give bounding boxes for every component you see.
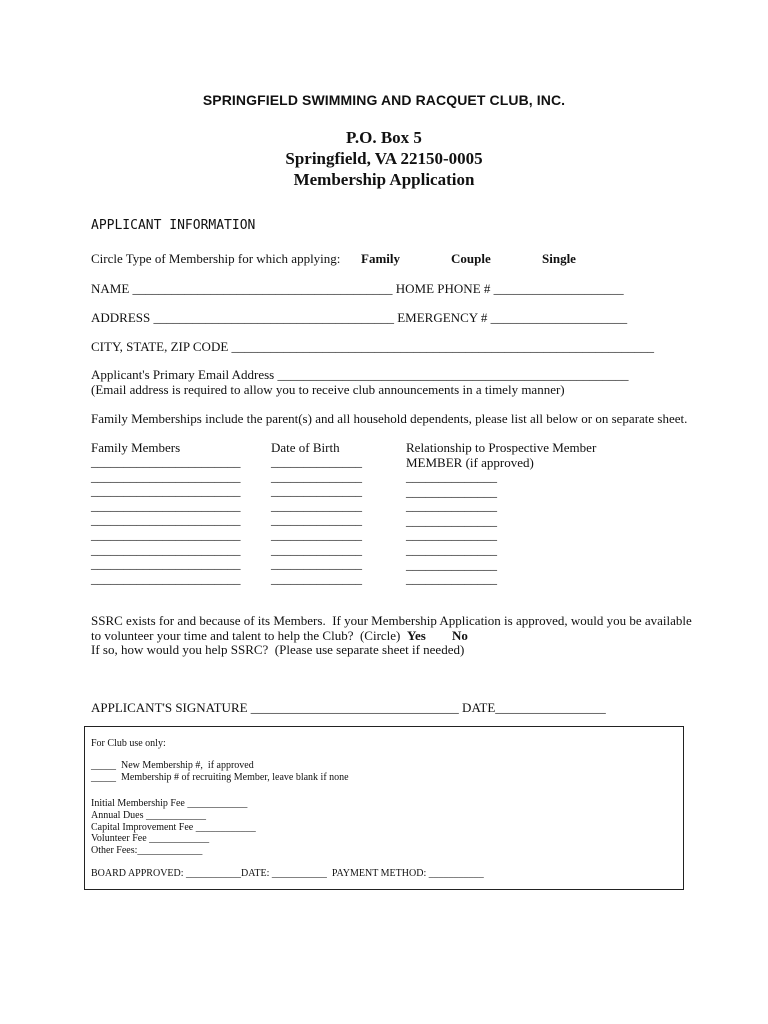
family-note: Family Memberships include the parent(s) and all household dependents, please list all below or on separate sheet.: [91, 411, 688, 426]
volunteer-no[interactable]: No: [452, 628, 468, 643]
date-of-birth-blank[interactable]: ______________: [271, 454, 362, 469]
date-of-birth-blank[interactable]: ______________: [271, 570, 362, 586]
family-member-blank[interactable]: _______________________: [91, 570, 241, 586]
recruiting-member-line[interactable]: _____ Membership # of recruiting Member, leave blank if none: [91, 772, 349, 783]
other-fees-line[interactable]: Other Fees:_____________: [91, 845, 203, 856]
date-of-birth-blank[interactable]: ______________: [271, 468, 362, 484]
form-title: Membership Application: [293, 170, 475, 189]
family-member-blank[interactable]: _______________________: [91, 526, 241, 542]
family-member-blank[interactable]: _______________________: [91, 483, 241, 499]
member-if-approved: MEMBER (if approved): [406, 455, 534, 470]
relationship-blank[interactable]: ______________: [406, 498, 497, 514]
family-member-blank[interactable]: _______________________: [91, 556, 241, 572]
board-approved-line[interactable]: BOARD APPROVED: ___________DATE: ___________ PAYMENT METHOD: ___________: [91, 868, 484, 879]
membership-type-prompt: Circle Type of Membership for which applying:: [91, 251, 341, 266]
volunteer-text-1: SSRC exists for and because of its Members. If your Membership Application is approved, would you be available: [91, 613, 692, 628]
club-name: SPRINGFIELD SWIMMING AND RACQUET CLUB, INC.: [202, 92, 566, 108]
relationship-blank[interactable]: ______________: [406, 512, 497, 528]
relationship-blank[interactable]: ______________: [406, 483, 497, 499]
membership-option-single[interactable]: Single: [542, 251, 576, 266]
family-member-blank[interactable]: _______________________: [91, 454, 241, 469]
relationship-blank[interactable]: ______________: [406, 541, 497, 557]
family-member-blank[interactable]: _______________________: [91, 541, 241, 557]
new-membership-line[interactable]: _____ New Membership #, if approved: [91, 760, 254, 771]
relationship-blank[interactable]: ______________: [406, 527, 497, 543]
email-note: (Email address is required to allow you to receive club announcements in a timely manner): [91, 382, 565, 397]
relationship-blank[interactable]: ______________: [406, 556, 497, 572]
date-of-birth-blank[interactable]: ______________: [271, 483, 362, 499]
section-title: APPLICANT INFORMATION: [91, 218, 256, 233]
email-line[interactable]: Applicant's Primary Email Address ______________________________________________________: [91, 367, 629, 382]
col-relationship: Relationship to Prospective Member: [406, 440, 597, 455]
family-member-blank[interactable]: _______________________: [91, 497, 241, 513]
po-box: P.O. Box 5: [346, 128, 422, 147]
date-of-birth-blank[interactable]: ______________: [271, 497, 362, 513]
relationship-blank[interactable]: ______________: [406, 571, 497, 587]
club-use-title: For Club use only:: [91, 738, 166, 749]
col-family-members: Family Members: [91, 440, 181, 455]
family-members-blanks[interactable]: [91, 455, 241, 586]
volunteer-yes[interactable]: Yes: [407, 628, 426, 643]
membership-option-couple[interactable]: Couple: [451, 251, 491, 266]
membership-option-family[interactable]: Family: [361, 251, 400, 266]
family-member-blank[interactable]: _______________________: [91, 512, 241, 528]
name-phone-line[interactable]: NAME ________________________________________ HOME PHONE # ____________________: [91, 281, 624, 296]
capital-fee-line[interactable]: Capital Improvement Fee ____________: [91, 822, 256, 833]
date-of-birth-blank[interactable]: ______________: [271, 541, 362, 557]
col-date-of-birth: Date of Birth: [271, 440, 340, 455]
date-of-birth-blank[interactable]: ______________: [271, 526, 362, 542]
initial-fee-line[interactable]: Initial Membership Fee ____________: [91, 798, 248, 809]
club-use-box: [84, 726, 684, 890]
volunteer-text-2: to volunteer your time and talent to help the Club? (Circle): [91, 628, 401, 643]
relationship-blank[interactable]: ______________: [406, 469, 497, 484]
signature-date-line[interactable]: APPLICANT'S SIGNATURE ________________________________ DATE_________________: [91, 700, 606, 715]
city-address: Springfield, VA 22150-0005: [285, 149, 483, 168]
date-of-birth-blank[interactable]: ______________: [271, 556, 362, 572]
annual-dues-line[interactable]: Annual Dues ____________: [91, 810, 206, 821]
volunteer-fee-line[interactable]: Volunteer Fee ____________: [91, 833, 210, 844]
address-emergency-line[interactable]: ADDRESS _____________________________________ EMERGENCY # _____________________: [91, 310, 628, 325]
date-of-birth-blank[interactable]: ______________: [271, 512, 362, 528]
family-member-blank[interactable]: _______________________: [91, 468, 241, 484]
relationship-blanks[interactable]: [406, 470, 497, 587]
volunteer-text-3: If so, how would you help SSRC? (Please use separate sheet if needed): [91, 642, 465, 657]
city-state-zip-line[interactable]: CITY, STATE, ZIP CODE _________________________________________________________________: [91, 339, 655, 354]
date-of-birth-blanks[interactable]: [271, 455, 362, 586]
